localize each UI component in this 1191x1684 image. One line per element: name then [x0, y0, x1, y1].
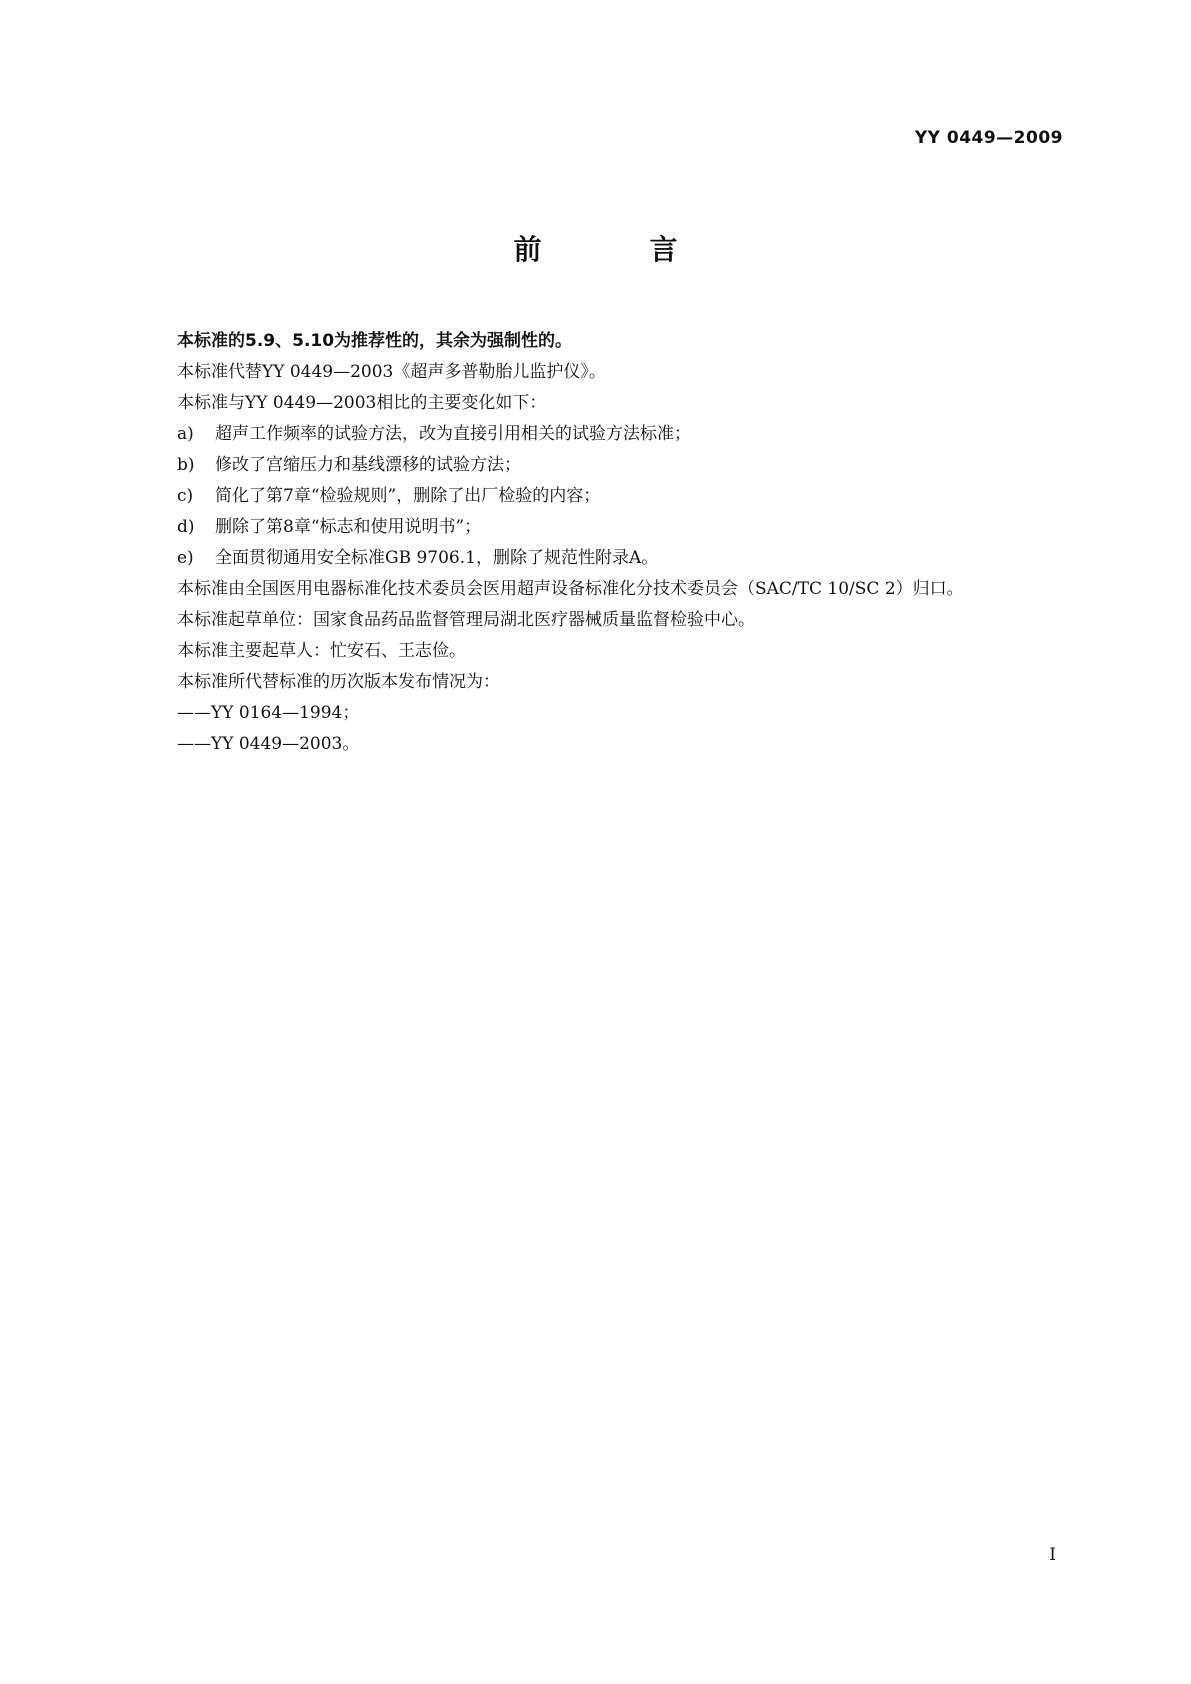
standard-code: YY 0449—2009	[914, 128, 1063, 148]
foreword-body	[130, 326, 1068, 760]
history-item: ——YY 0449—2003。	[177, 734, 360, 754]
list-marker: e)	[177, 548, 194, 568]
list-item	[130, 512, 1068, 543]
paragraph-history-intro: 本标准所代替标准的历次版本发布情况为：	[177, 672, 500, 692]
history-item: ——YY 0164—1994；	[177, 703, 360, 723]
paragraph-replaces: 本标准代替YY 0449—2003《超声多普勒胎儿监护仪》。	[177, 362, 606, 382]
paragraph-drafting-unit: 本标准起草单位：国家食品药品监督管理局湖北医疗器械质量监督检验中心。	[177, 610, 755, 630]
paragraph-changes-intro: 本标准与YY 0449—2003相比的主要变化如下：	[177, 393, 547, 413]
paragraph-drafters: 本标准主要起草人：忙安石、王志俭。	[177, 641, 466, 661]
list-marker: a)	[177, 424, 194, 444]
changes-list	[130, 419, 1068, 574]
list-marker: c)	[177, 486, 194, 506]
page-number: I	[1049, 1545, 1056, 1565]
page-title: 前 言	[513, 233, 718, 266]
list-item	[130, 481, 1068, 512]
list-item	[130, 543, 1068, 574]
list-item-text: 修改了宫缩压力和基线漂移的试验方法；	[215, 455, 521, 475]
list-item-text: 全面贯彻通用安全标准GB 9706.1，删除了规范性附录A。	[215, 548, 659, 568]
list-marker: d)	[177, 517, 195, 537]
list-item-text: 删除了第8章“标志和使用说明书”；	[215, 517, 482, 537]
history-list	[130, 698, 1068, 760]
list-item	[130, 450, 1068, 481]
paragraph-responsible-committee: 本标准由全国医用电器标准化技术委员会医用超声设备标准化分技术委员会（SAC/TC 10/SC 2）归口。	[177, 579, 964, 599]
paragraph-recommended-clauses: 本标准的5.9、5.10为推荐性的，其余为强制性的。	[177, 331, 573, 351]
list-item-text: 简化了第7章“检验规则”，删除了出厂检验的内容；	[215, 486, 601, 506]
list-marker: b)	[177, 455, 195, 475]
list-item-text: 超声工作频率的试验方法，改为直接引用相关的试验方法标准；	[215, 424, 691, 444]
list-item	[130, 419, 1068, 450]
